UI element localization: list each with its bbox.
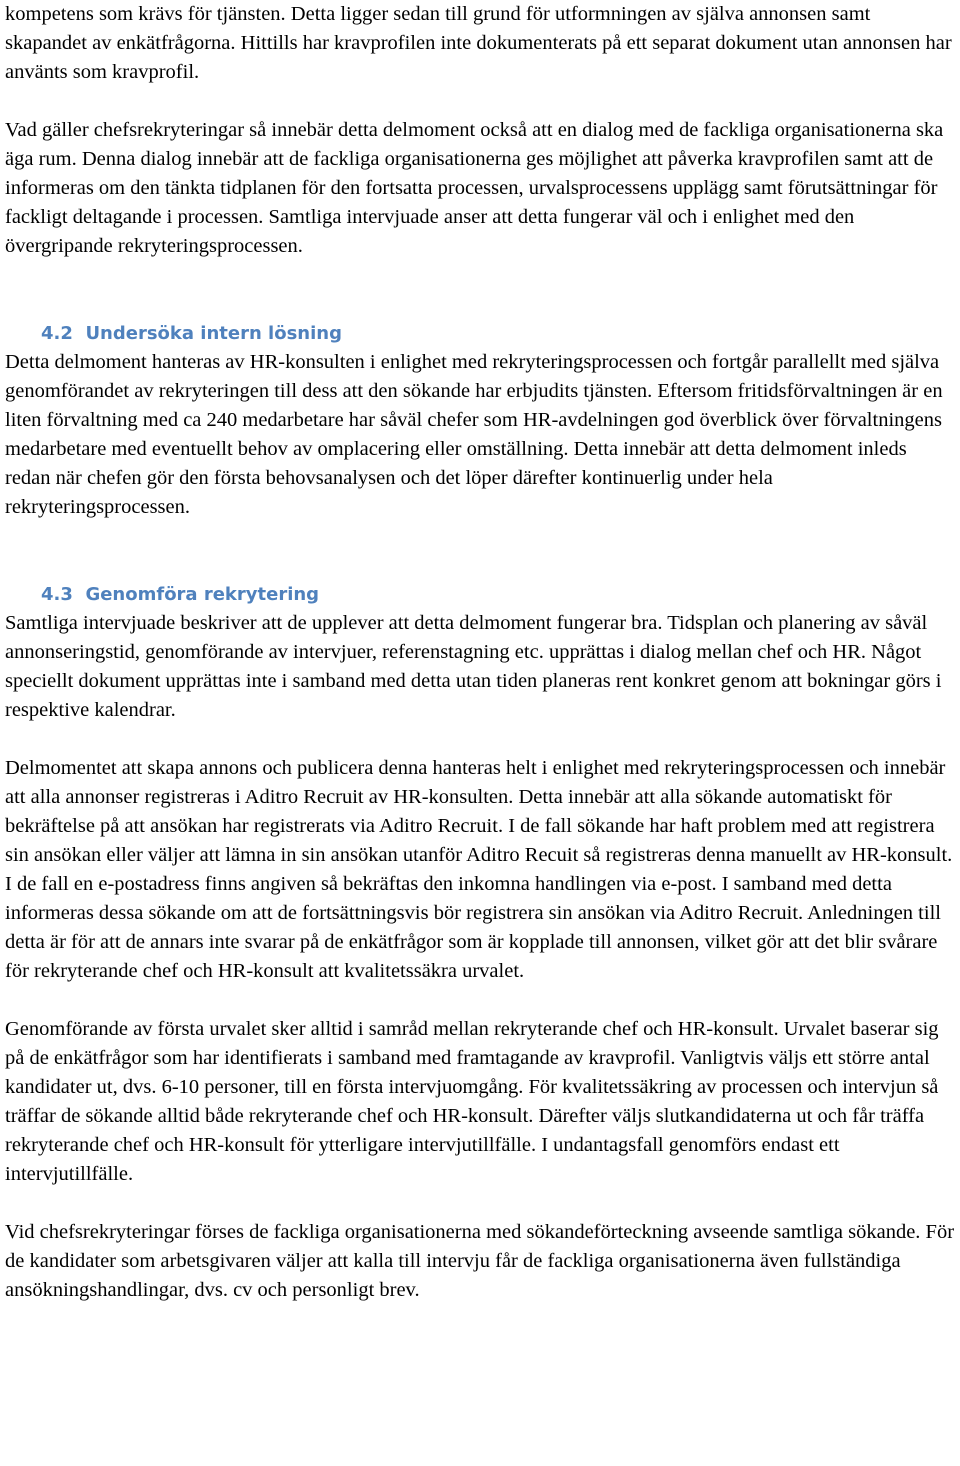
section-title: Genomföra rekrytering bbox=[85, 584, 320, 605]
section-4-3-paragraph-4: Vid chefsrekryteringar förses de fackliga organisationerna med sökandeförteckning avseende samtliga sökande. För de kandidater som arbetsgivaren väljer att kalla till intervju får de fackliga organisationerna även fullständiga ansökningshandlingar, dvs. cv och personligt brev. bbox=[5, 1221, 955, 1301]
section-heading-4-3 bbox=[5, 580, 957, 609]
section-4-3-paragraph-1: Samtliga intervjuade beskriver att de upplever att detta delmoment fungerar bra. Tidsplan och planering av såväl annonseringstid, genomförande av intervjuer, referenstagning etc. upprättas i dialog mellan chef och HR. Något speciellt dokument upprättas inte i samband med detta utan tiden planeras rent konkret genom att bokningar görs i respektive kalendrar. bbox=[5, 612, 942, 721]
section-heading-4-2 bbox=[5, 319, 957, 348]
section-4-2-paragraph-1: Detta delmoment hanteras av HR-konsulten i enlighet med rekryteringsprocessen och fortgår parallellt med själva genomförandet av rekryteringen till dess att den sökande har erbjudits tjänsten. Eftersom fritidsförvaltningen är en liten förvaltning med ca 240 medarbetare har såväl chefer som HR-avdelningen god överblick över förvaltningens medarbetare med eventuellt behov av omplacering eller omställning. Detta innebär att detta delmoment inleds redan när chefen gör den första behovsanalysen och det löper därefter kontinuerlig under hela rekryteringsprocessen. bbox=[5, 351, 943, 518]
document-page bbox=[5, 0, 957, 1305]
intro-paragraph-2: Vad gäller chefsrekryteringar så innebär detta delmoment också att en dialog med de fackliga organisationerna ska äga rum. Denna dialog innebär att de fackliga organisationerna ges möjlighet att påverka kravprofilen samt att de informeras om den tänkta tidplanen för den fortsatta processen, urvalsprocessens upplägg samt förutsättningar för fackligt deltagande i processen. Samtliga intervjuade anser att detta fungerar väl och i enlighet med den övergripande rekryteringsprocessen. bbox=[5, 119, 944, 257]
section-4-3-paragraph-2: Delmomentet att skapa annons och publicera denna hanteras helt i enlighet med rekryteringsprocessen och innebär att alla annonser registreras i Aditro Recruit av HR-konsulten. Detta innebär att alla sökande automatiskt för bekräftelse på att ansökan har registrerats via Aditro Recruit. I de fall sökande har haft problem med att registrera sin ansökan eller väljer att lämna in sin ansökan utanför Aditro Recuit så registreras denna manuellt av HR-konsult. I de fall en e-postadress finns angiven så bekräftas den inkomna handlingen via e-post. I samband med detta informeras dessa sökande om att de fortsättningsvis bör registrera sin ansökan via Aditro Recruit. Anledningen till detta är för att de annars inte svarar på de enkätfrågor som är kopplade till annonsen, vilket gör att det blir svårare för rekryterande chef och HR-konsult att kvalitetssäkra urvalet. bbox=[5, 757, 953, 982]
intro-paragraph-1: kompetens som krävs för tjänsten. Detta ligger sedan till grund för utformningen av själva annonsen samt skapandet av enkätfrågorna. Hittills har kravprofilen inte dokumenterats på ett separat dokument utan annonsen har använts som kravprofil. bbox=[5, 3, 952, 83]
section-number: 4.3 bbox=[41, 584, 73, 605]
section-4-3-paragraph-3: Genomförande av första urvalet sker alltid i samråd mellan rekryterande chef och HR-konsult. Urvalet baserar sig på de enkätfrågor som har identifierats i samband med framtagande av kravprofil. Vanligtvis väljs ett större antal kandidater ut, dvs. 6-10 personer, till en första intervjuomgång. För kvalitetssäkring av processen och intervjun så träffar de sökande alltid både rekryterande chef och HR-konsult. Därefter väljs slutkandidaterna ut och får träffa rekryterande chef och HR-konsult för ytterligare intervjutillfälle. I undantagsfall genomförs endast ett intervjutillfälle. bbox=[5, 1018, 939, 1185]
section-title: Undersöka intern lösning bbox=[85, 323, 342, 344]
section-number: 4.2 bbox=[41, 323, 73, 344]
